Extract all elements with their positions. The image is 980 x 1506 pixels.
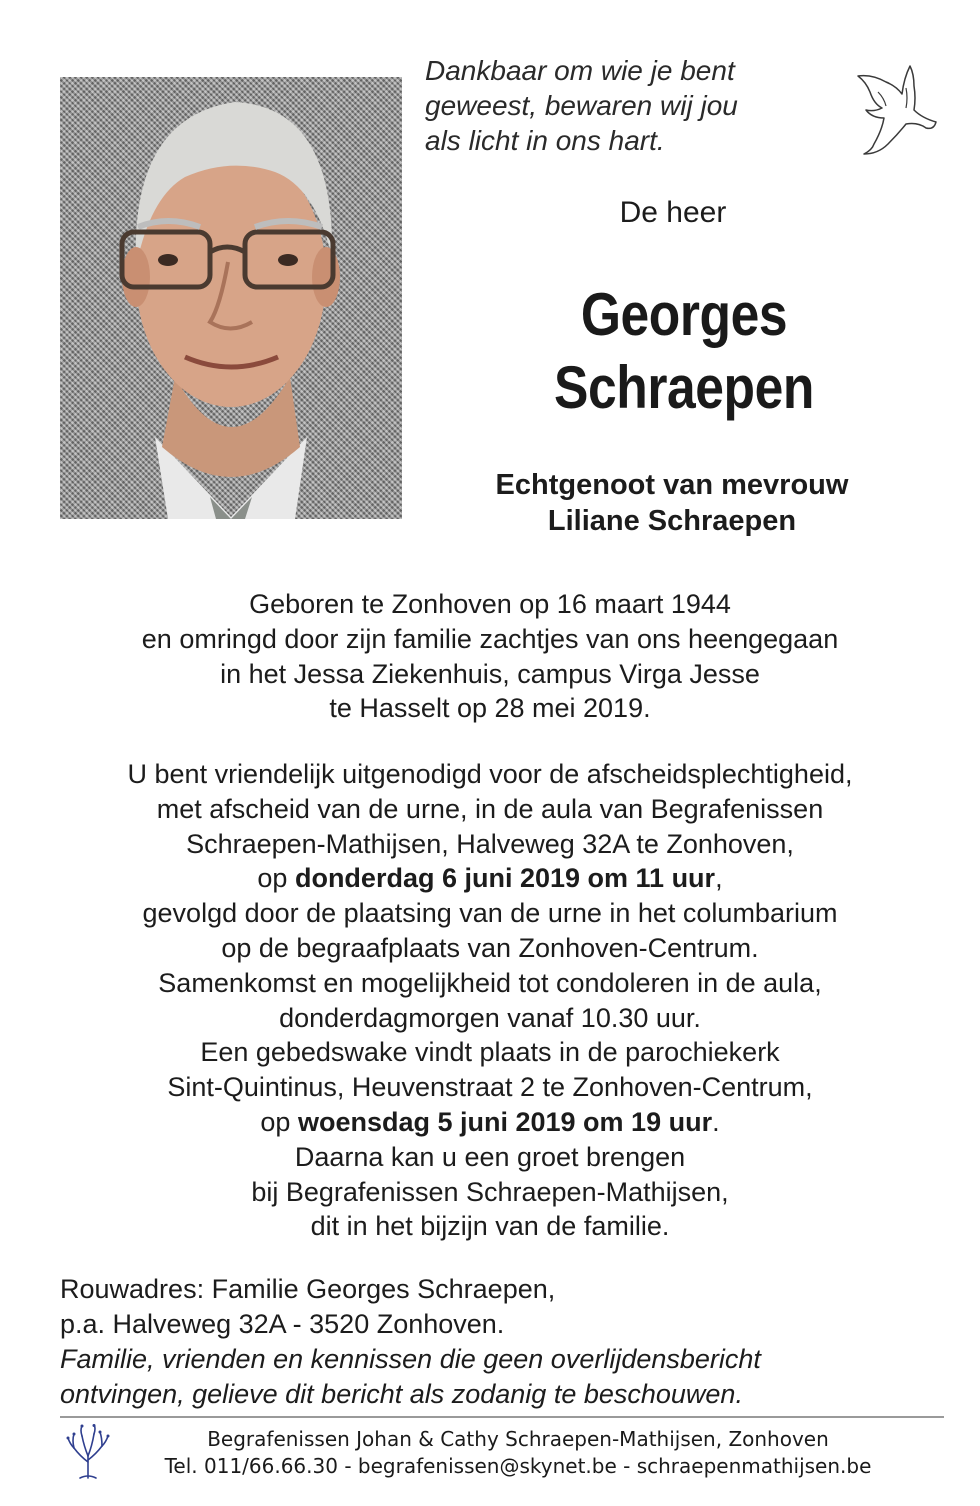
text-fragment: . xyxy=(712,1106,720,1137)
text-line: en omringd door zijn familie zachtjes van ons heengegaan xyxy=(141,623,839,654)
portrait-photo xyxy=(60,77,402,519)
address-line: Rouwadres: Familie Georges Schraepen, xyxy=(60,1274,556,1304)
spouse-info xyxy=(432,467,912,539)
quote-line: als licht in ons hart. xyxy=(425,125,665,156)
birth-death-info xyxy=(30,587,950,726)
memorial-quote xyxy=(425,53,845,158)
address-line: p.a. Halveweg 32A - 3520 Zonhoven. xyxy=(60,1309,505,1339)
vigil-date: woensdag 5 juni 2019 om 19 uur xyxy=(297,1106,713,1137)
funeral-home-footer xyxy=(118,1426,918,1480)
quote-line: Dankbaar om wie je bent xyxy=(425,55,735,86)
vigil-date-line xyxy=(30,1105,950,1140)
quote-line: geweest, bewaren wij jou xyxy=(425,90,738,121)
spouse-line: Echtgenoot van mevrouw xyxy=(495,469,849,501)
text-line: gevolgd door de plaatsing van de urne in het columbarium xyxy=(142,898,838,929)
text-fragment: , xyxy=(715,863,723,894)
text-line: donderdagmorgen vanaf 10.30 uur. xyxy=(279,1002,701,1033)
text-line: bij Begrafenissen Schraepen-Mathijsen, xyxy=(251,1176,729,1207)
notice-line: Familie, vrienden en kennissen die geen overlijdensbericht xyxy=(60,1344,761,1374)
text-line: op de begraafplaats van Zonhoven-Centrum. xyxy=(221,932,759,963)
portrait-illustration xyxy=(60,77,402,519)
footer-divider xyxy=(60,1416,944,1418)
mourning-address xyxy=(60,1272,940,1412)
salutation: De heer xyxy=(619,196,727,229)
first-name: Georges xyxy=(580,281,788,348)
deceased-name xyxy=(500,278,868,424)
text-line: Schraepen-Mathijsen, Halveweg 32A te Zonhoven, xyxy=(186,828,794,859)
last-name: Schraepen xyxy=(554,354,814,421)
funeral-home-contact: Tel. 011/66.66.30 - begrafenissen@skynet.be - schraepenmathijsen.be xyxy=(164,1454,872,1478)
text-line: Geboren te Zonhoven op 16 maart 1944 xyxy=(249,589,731,619)
text-line: Daarna kan u een groet brengen xyxy=(294,1141,686,1172)
text-line: te Hasselt op 28 mei 2019. xyxy=(329,693,651,724)
text-line: Sint-Quintinus, Heuvenstraat 2 te Zonhoven-Centrum, xyxy=(167,1072,813,1103)
text-fragment: op xyxy=(257,863,295,894)
funeral-home-name: Begrafenissen Johan & Cathy Schraepen-Mathijsen, Zonhoven xyxy=(207,1427,829,1451)
text-line: U bent vriendelijk uitgenodigd voor de afscheidsplechtigheid, xyxy=(127,759,853,789)
ceremony-date: donderdag 6 juni 2019 om 11 uur xyxy=(294,863,716,894)
text-line: in het Jessa Ziekenhuis, campus Virga Jesse xyxy=(220,658,760,689)
tree-icon xyxy=(62,1424,114,1480)
text-line: dit in het bijzijn van de familie. xyxy=(310,1211,670,1242)
text-line: Een gebedswake vindt plaats in de parochiekerk xyxy=(200,1037,780,1068)
ceremony-info xyxy=(30,757,950,1244)
dove-icon xyxy=(852,58,938,156)
text-line: met afscheid van de urne, in de aula van Begrafenissen xyxy=(156,793,824,824)
text-fragment: op xyxy=(260,1106,298,1137)
spouse-line: Liliane Schraepen xyxy=(547,505,797,537)
notice-line: ontvingen, gelieve dit bericht als zodanig te beschouwen. xyxy=(60,1379,743,1409)
text-line: Samenkomst en mogelijkheid tot condoleren in de aula, xyxy=(158,967,822,998)
ceremony-date-line xyxy=(30,861,950,896)
